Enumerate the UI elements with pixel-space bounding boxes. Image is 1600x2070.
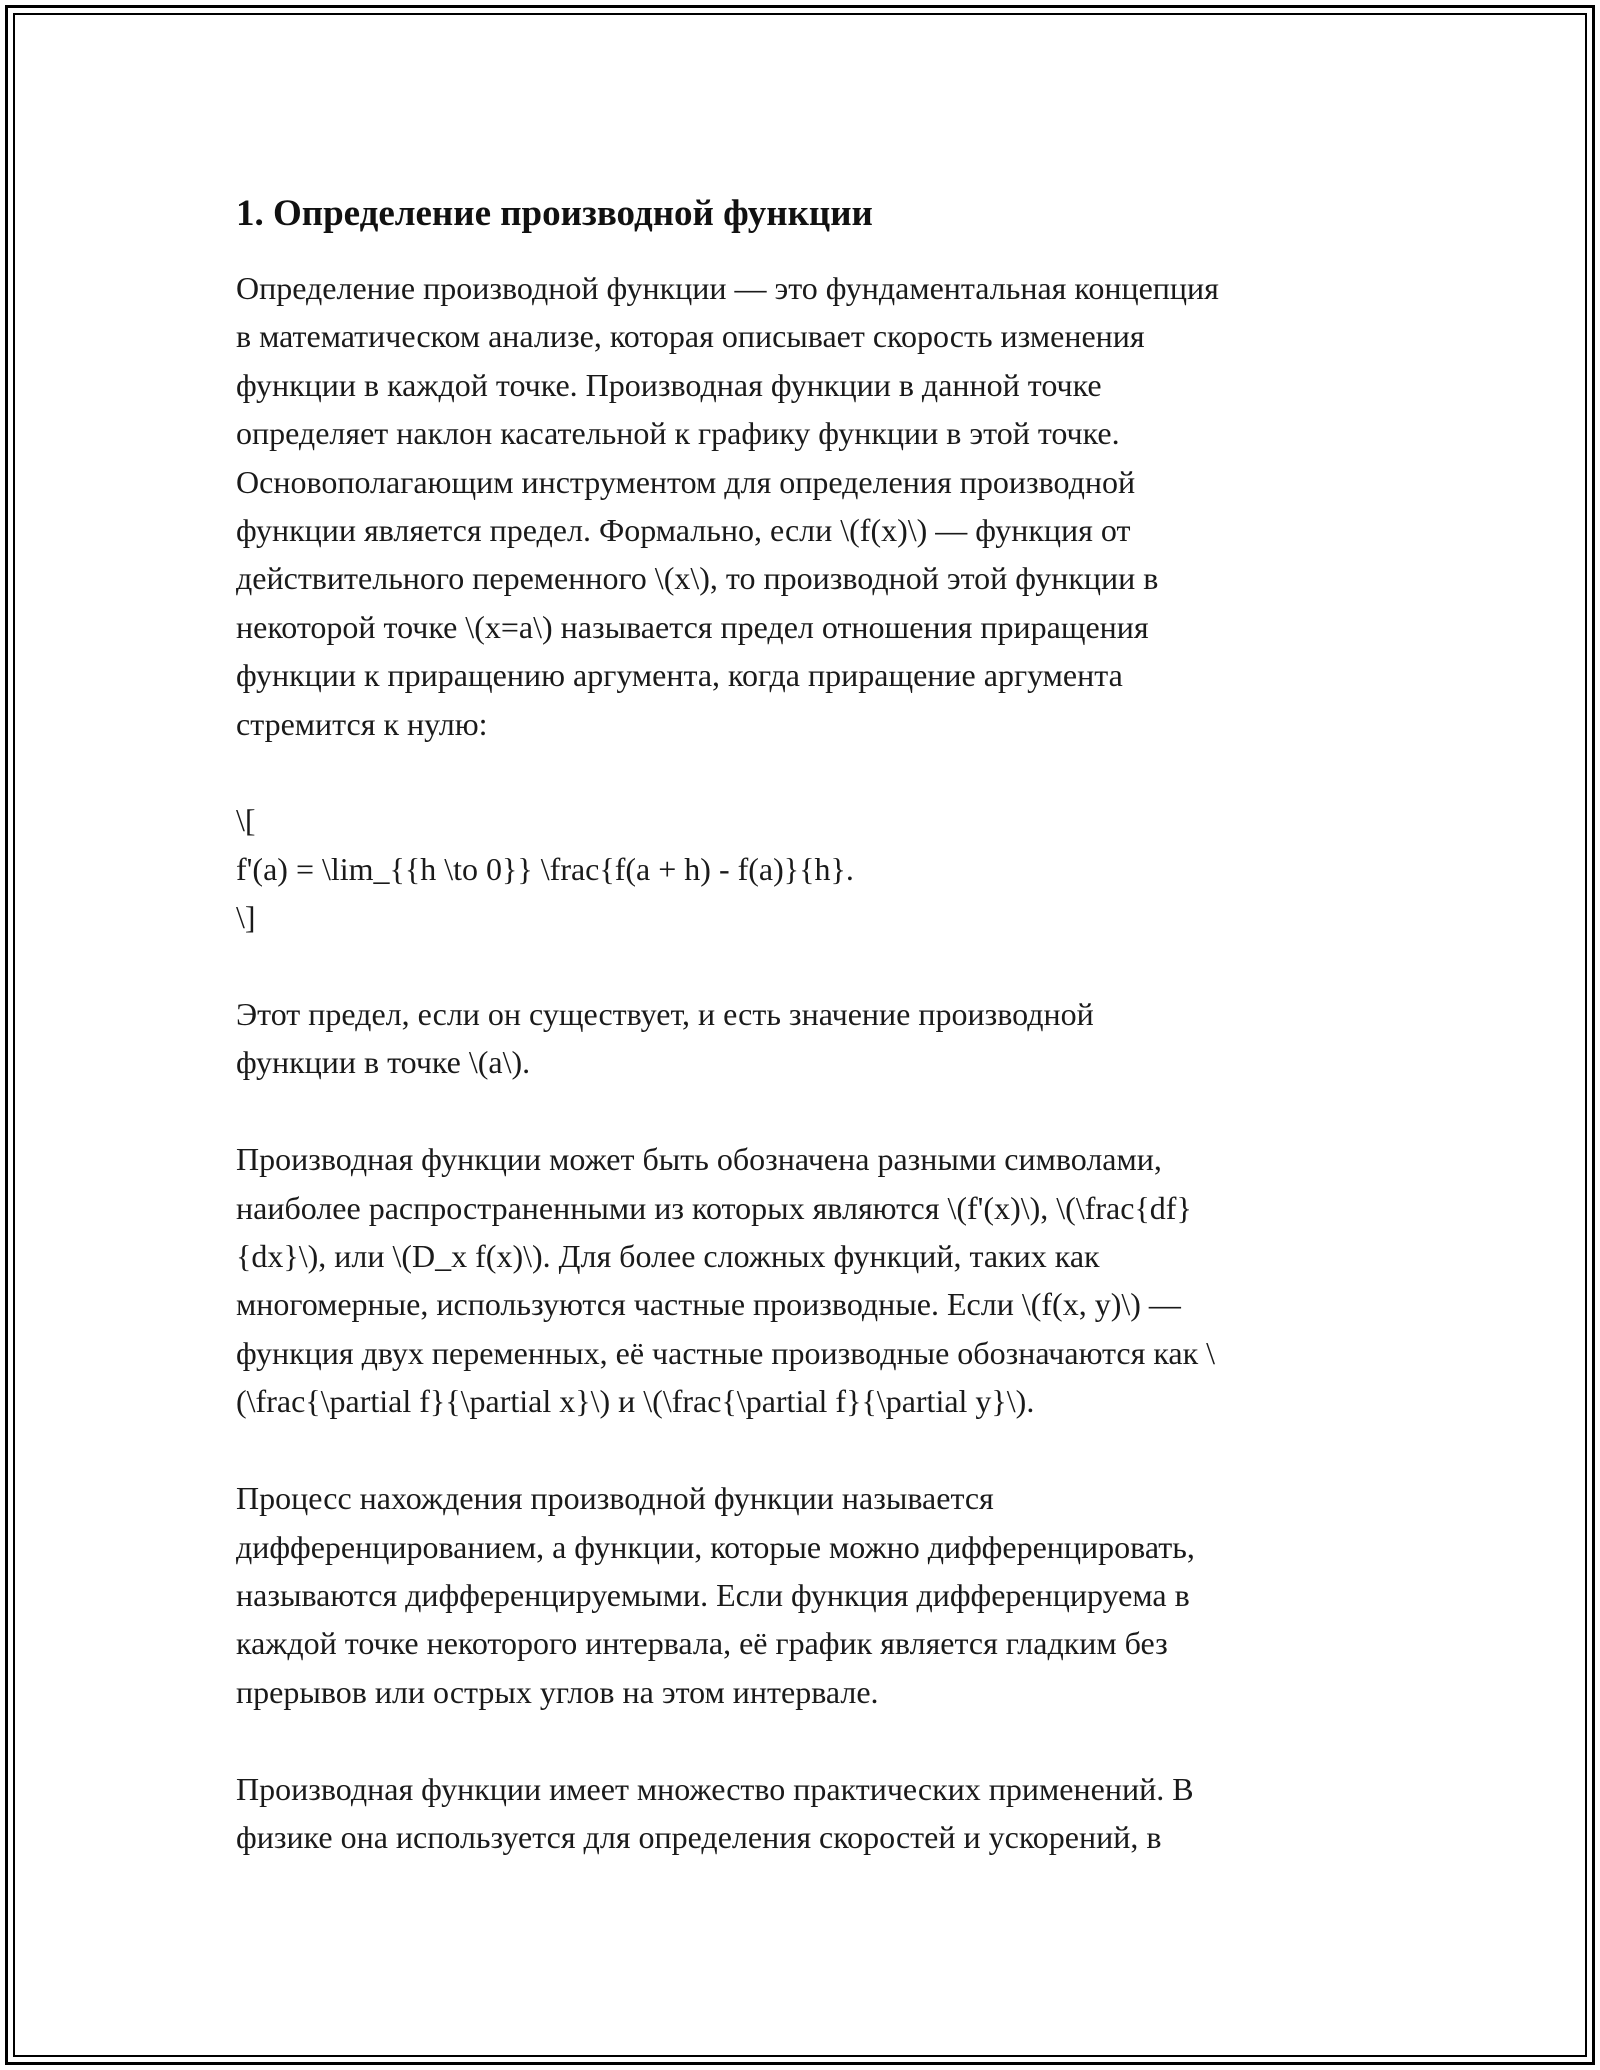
paragraph-notation: Производная функции может быть обозначена разными символами, наиболее распространенными из которых являются \(f'(x)\), \(\frac{df} {dx}\), или \(D_x f(x)\). Для более сложных функций, таких как многомерные, используются частные производные. Если \(f(x, y)\) — функция двух переменных, её частные производные обозначаются как \ (\frac{\partial f}{\partial x}\) и \(\frac{\partial f}{\partial y}\).	[236, 1141, 1216, 1420]
section-heading: 1. Определение производной функции	[236, 193, 873, 234]
paragraph-limit-value: Этот предел, если он существует, и есть значение производной функции в точке \(a\).	[236, 996, 1094, 1081]
formula-block	[236, 796, 1376, 941]
document-body	[236, 176, 1376, 1910]
paragraph-definition: Определение производной функции — это фундаментальная концепция в математическом анализе, которая описывает скорость изменения функции в каждой точке. Производная функции в данной точке определяет наклон касательной к графику функции в этой точке. Основополагающим инструментом для определения производной функции является предел. Формально, если \(f(x)\) — функция от действительного переменного \(x\), то производной этой функции в некоторой точке \(x=a\) называется предел отношения приращения функции к приращению аргумента, когда приращение аргумента стремится к нулю:	[236, 270, 1219, 742]
formula-open-delimiter: \[	[236, 802, 256, 839]
paragraph-applications: Производная функции имеет множество практических применений. В физике она используется для определения скоростей и ускорений, в	[236, 1770, 1194, 1855]
formula-close-delimiter: \]	[236, 899, 256, 936]
paragraph-differentiation: Процесс нахождения производной функции называется дифференцированием, а функции, которые можно дифференцировать, называются дифференцируемыми. Если функция дифференцируема в каждой точке некоторого интервала, её график является гладким без прерывов или острых углов на этом интервале.	[236, 1480, 1195, 1710]
formula-body: f'(a) = \lim_{{h \to 0}} \frac{f(a + h) - f(a)}{h}.	[236, 850, 854, 887]
